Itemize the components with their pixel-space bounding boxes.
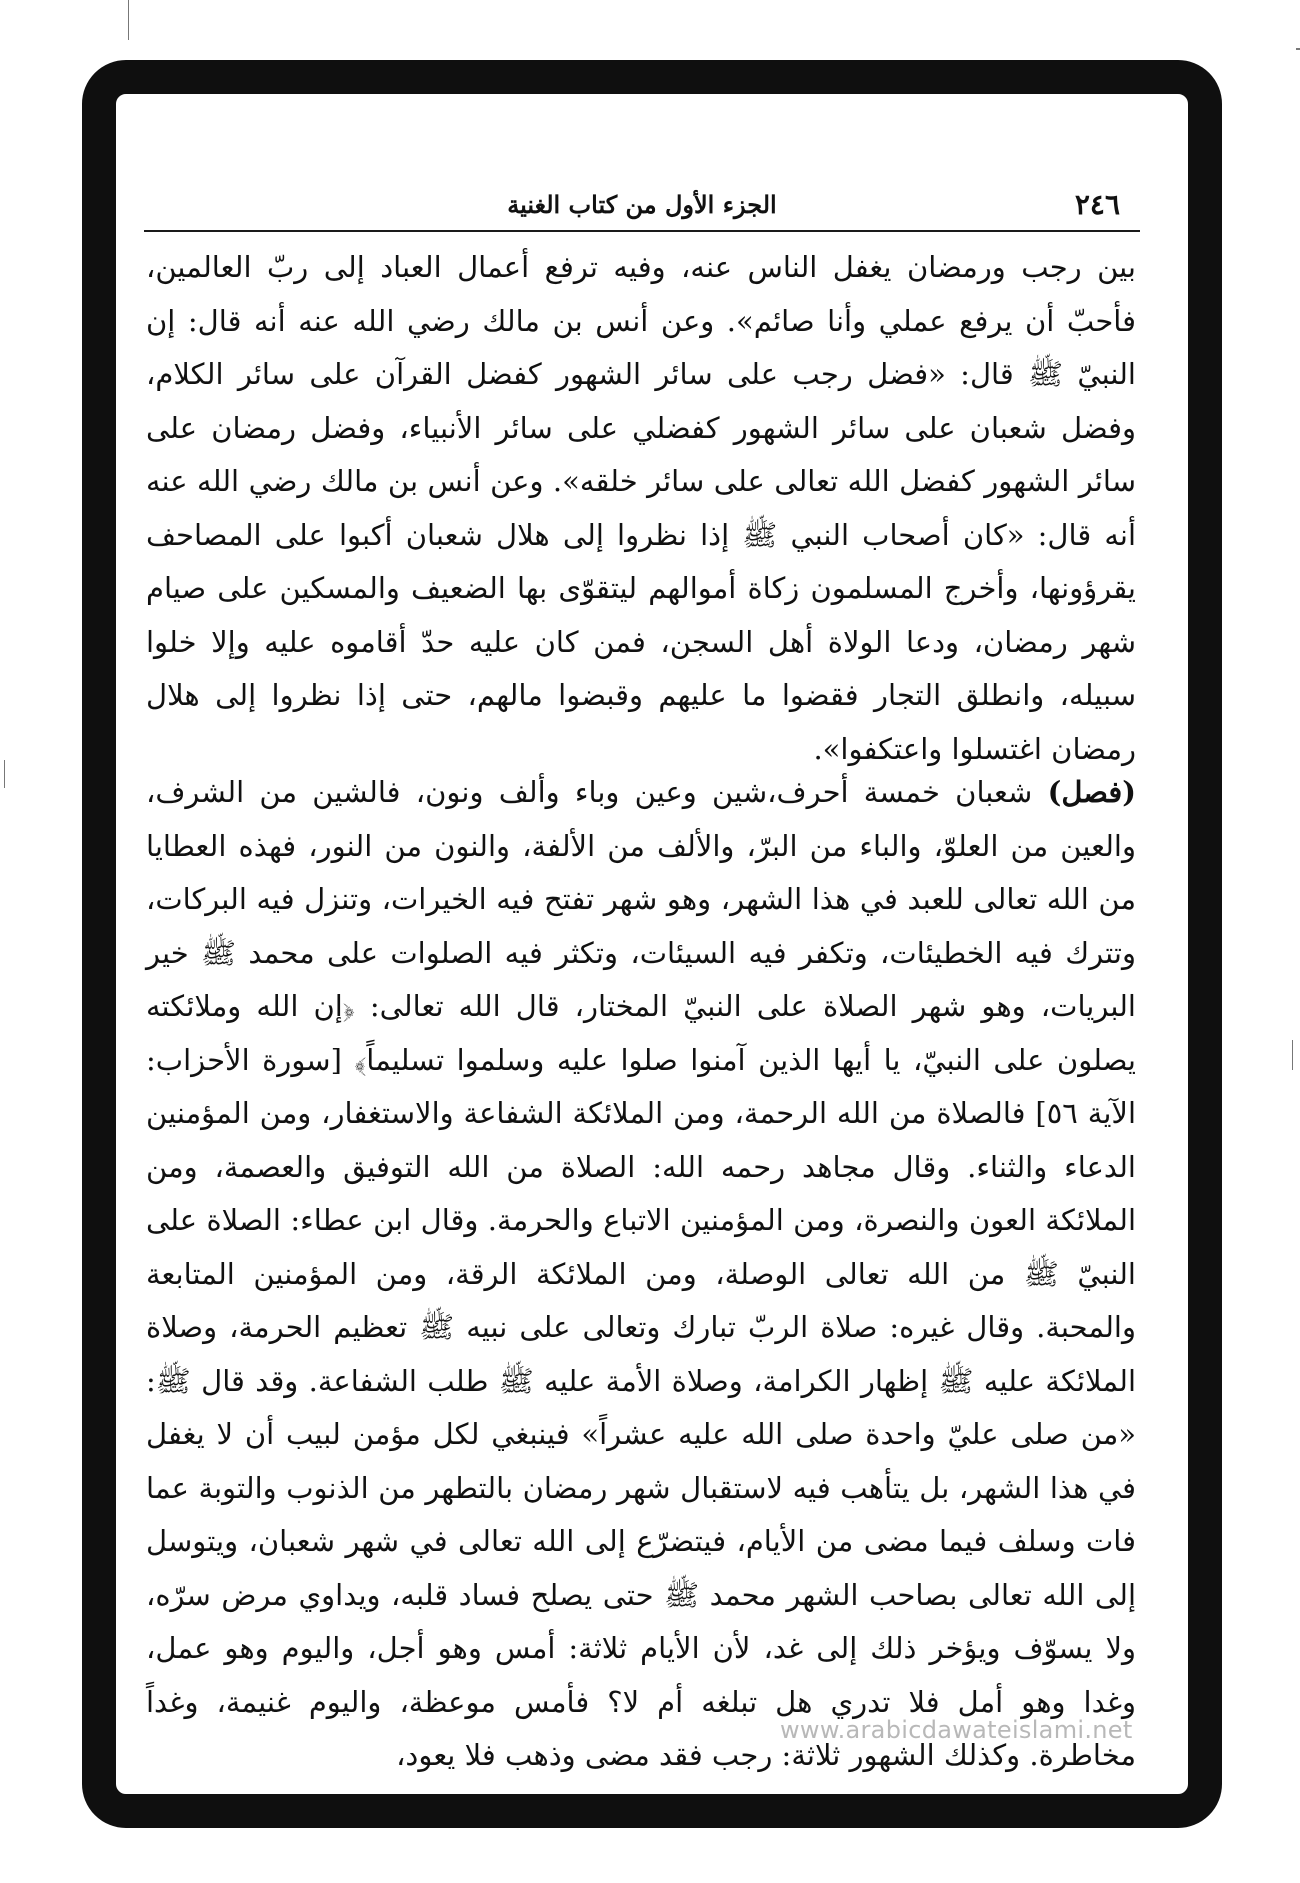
scan-mark — [128, 0, 129, 40]
section-marker: (فصل) — [1047, 775, 1137, 809]
running-title: الجزء الأول من كتاب الغنية — [507, 190, 777, 219]
scan-mark — [1292, 1040, 1293, 1070]
scan-mark — [4, 760, 5, 788]
site-watermark: www.arabicdawateislami.net — [780, 1716, 1133, 1744]
page-number: ٢٤٦ — [1074, 188, 1120, 221]
scan-mark — [1296, 48, 1300, 50]
page-header — [144, 188, 1140, 232]
paragraph-2-text: شعبان خمسة أحرف،شين وعين وباء وألف ونون، فالشين من الشرف، والعين من العلوّ، والباء من البرّ، والألف من الألفة، والنون من النور، فهذه العطايا من الله تعالى للعبد في هذا الشهر، وهو شهر تفتح فيه الخيرات، وتنزل فيه البركات، وتترك فيه الخطيئات، وتكفر فيه السيئات، وتكثر فيه الصلوات على محمد ﷺ خير البريات، وهو شهر الصلاة على النبيّ المختار، قال الله تعالى: ﴿إن الله وملائكته يصلون على النبيّ، يا أيها الذين آمنوا صلوا عليه وسلموا تسليماً﴾ [سورة الأحزاب: الآية ٥٦] فالصلاة من الله الرحمة، ومن الملائكة الشفاعة والاستغفار، ومن المؤمنين الدعاء والثناء. وقال مجاهد رحمه الله: الصلاة من الله التوفيق والعصمة، ومن الملائكة العون والنصرة، ومن المؤمنين الاتباع والحرمة. وقال ابن عطاء: الصلاة على النبيّ ﷺ من الله تعالى الوصلة، ومن الملائكة الرقة، ومن المؤمنين المتابعة والمحبة. وقال غيره: صلاة الربّ تبارك وتعالى على نبيه ﷺ تعظيم الحرمة، وصلاة الملائكة عليه ﷺ إظهار الكرامة، وصلاة الأمة عليه ﷺ طلب الشفاعة. وقد قال ﷺ: «من صلى عليّ واحدة صلى الله عليه عشراً» فينبغي لكل مؤمن لبيب أن لا يغفل في هذا الشهر، بل يتأهب فيه لاستقبال شهر رمضان بالتطهر من الذنوب والتوبة عما فات وسلف فيما مضى من الأيام، فيتضرّع إلى الله تعالى في شهر شعبان، ويتوسل إلى الله تعالى بصاحب الشهر محمد ﷺ حتى يصلح فساد قلبه، ويداوي مرض سرّه، ولا يسوّف ويؤخر ذلك إلى غد، لأن الأيام ثلاثة: أمس وهو أجل، واليوم وهو عمل، وغدا وهو أمل فلا تدري هل تبلغه أم لا؟ فأمس موعظة، واليوم غنيمة، وغداً مخاطرة. وكذلك الشهور ثلاثة: رجب فقد مضى وذهب فلا يعود، — [146, 775, 1136, 1772]
paragraph-2 — [146, 766, 1136, 1783]
paragraph-1: بين رجب ورمضان يغفل الناس عنه، وفيه ترفع أعمال العباد إلى ربّ العالمين، فأحبّ أن يرفع عملي وأنا صائم». وعن أنس بن مالك رضي الله عنه أنه قال: إن النبيّ ﷺ قال: «فضل رجب على سائر الشهور كفضل القرآن على سائر الكلام، وفضل شعبان على سائر الشهور كفضلي على سائر الأنبياء، وفضل رمضان على سائر الشهور كفضل الله تعالى على سائر خلقه». وعن أنس بن مالك رضي الله عنه أنه قال: «كان أصحاب النبي ﷺ إذا نظروا إلى هلال شعبان أكبوا على المصاحف يقرؤونها، وأخرج المسلمون زكاة أموالهم ليتقوّى بها الضعيف والمسكين على صيام شهر رمضان، ودعا الولاة أهل السجن، فمن كان عليه حدّ أقاموه عليه وإلا خلوا سبيله، وانطلق التجار فقضوا ما عليهم وقبضوا مالهم، حتى إذا نظروا إلى هلال رمضان اغتسلوا واعتكفوا». — [146, 250, 1136, 766]
